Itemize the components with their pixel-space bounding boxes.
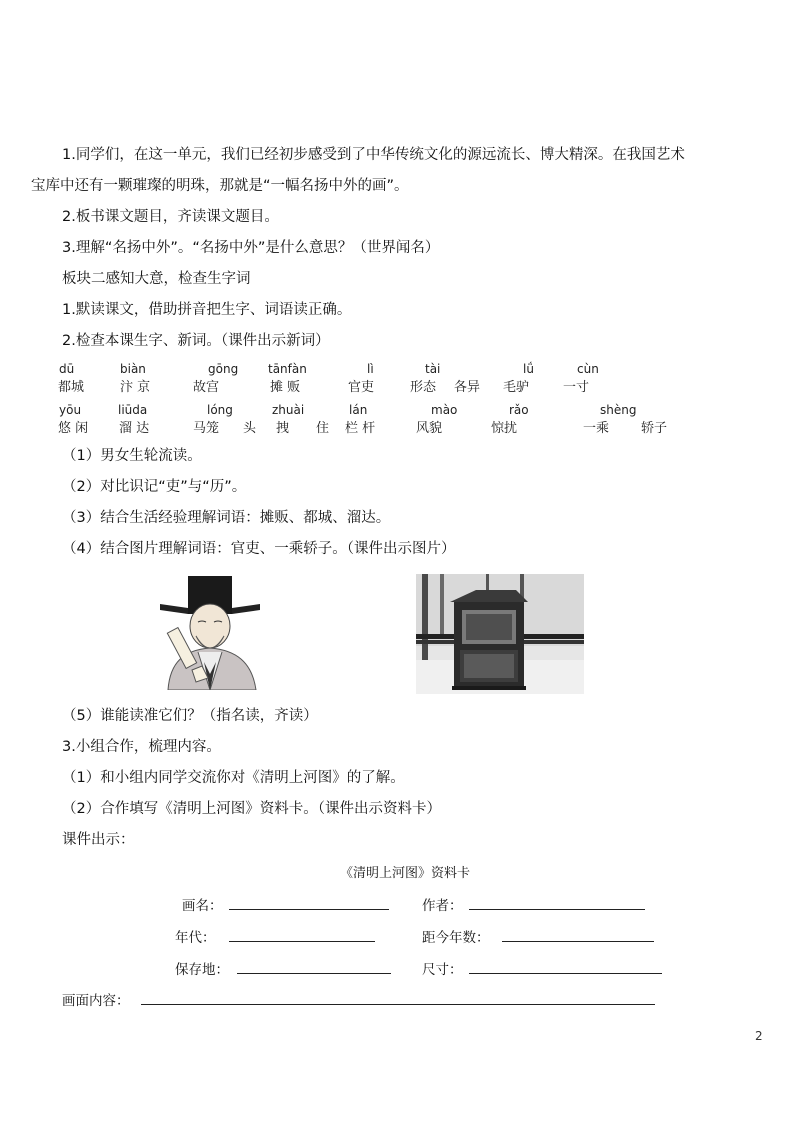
years-label: 距今年数： xyxy=(422,930,490,946)
pinyin: shèng xyxy=(600,403,637,417)
place-label: 保存地： xyxy=(175,962,229,978)
vocab-word: 惊扰 xyxy=(491,421,518,436)
courseware-label: 课件出示： xyxy=(62,832,135,848)
pinyin: lán xyxy=(349,403,368,417)
section-heading: 板块二感知大意，检查生字词 xyxy=(62,271,251,287)
vocab-word: 官吏 xyxy=(348,380,375,395)
place-blank[interactable] xyxy=(237,973,391,974)
vocab-word: 汴 京 xyxy=(120,380,151,395)
page-number: 2 xyxy=(755,1029,763,1043)
era-blank[interactable] xyxy=(229,941,375,942)
name-label: 画名： xyxy=(182,898,223,914)
pinyin: yōu xyxy=(59,403,82,417)
official-portrait-image xyxy=(158,570,262,690)
paragraph-1-line-2: 宝库中还有一颗璀璨的明珠，那就是“一幅名扬中外的画”。 xyxy=(31,178,409,194)
vocab-word: 形态 xyxy=(410,380,437,395)
vocab-word: 轿子 xyxy=(641,421,668,436)
content-blank[interactable] xyxy=(141,1004,655,1005)
name-blank[interactable] xyxy=(229,909,389,910)
pinyin: tānfàn xyxy=(268,362,307,376)
step-1: 1.默读课文，借助拼音把生字、词语读正确。 xyxy=(62,302,352,318)
author-label: 作者： xyxy=(422,898,463,914)
pinyin: zhuài xyxy=(272,403,305,417)
sedan-chair-image xyxy=(416,574,584,694)
pinyin: lǘ xyxy=(523,362,534,376)
pinyin: liūda xyxy=(118,403,148,417)
card-title: 《清明上河图》资料卡 xyxy=(340,866,471,881)
era-label: 年代： xyxy=(175,930,216,946)
vocab-word: 摊 贩 xyxy=(270,380,301,395)
vocab-word: 一乘 xyxy=(583,421,610,436)
vocab-word: 故宫 xyxy=(193,380,220,395)
vocab-word: 头 xyxy=(243,421,257,436)
vocab-word: 溜 达 xyxy=(119,421,150,436)
vocab-word: 马笼 xyxy=(193,421,220,436)
vocab-word: 风貌 xyxy=(416,421,443,436)
step-3: 3.小组合作，梳理内容。 xyxy=(62,739,221,755)
pinyin: rǎo xyxy=(509,403,529,417)
vocab-word: 栏 杆 xyxy=(345,421,376,436)
question-2: （2）对比识记“吏”与“历”。 xyxy=(62,479,247,495)
question-5: （5）谁能读准它们？（指名读，齐读） xyxy=(62,708,318,724)
size-blank[interactable] xyxy=(469,973,662,974)
pinyin: gōng xyxy=(208,362,239,376)
size-label: 尺寸： xyxy=(422,962,463,978)
pinyin: lì xyxy=(367,362,374,376)
vocab-word: 各异 xyxy=(454,380,481,395)
years-blank[interactable] xyxy=(502,941,654,942)
question-4: （4）结合图片理解词语：官吏、一乘轿子。（课件出示图片） xyxy=(62,541,456,557)
vocab-word: 毛驴 xyxy=(503,380,530,395)
pinyin: cùn xyxy=(577,362,599,376)
pinyin: dū xyxy=(59,362,75,376)
content-label: 画面内容： xyxy=(62,993,130,1009)
paragraph-3: 3.理解“名扬中外”。“名扬中外”是什么意思？（世界闻名） xyxy=(62,240,440,256)
group-task-2: （2）合作填写《清明上河图》资料卡。（课件出示资料卡） xyxy=(62,801,441,817)
question-3: （3）结合生活经验理解词语：摊贩、都城、溜达。 xyxy=(62,510,391,526)
pinyin: mào xyxy=(431,403,458,417)
vocab-word: 拽 xyxy=(276,421,290,436)
group-task-1: （1）和小组内同学交流你对《清明上河图》的了解。 xyxy=(62,770,405,786)
step-2: 2.检查本课生字、新词。（课件出示新词） xyxy=(62,333,330,349)
vocab-word: 住 xyxy=(316,421,330,436)
vocab-word: 一寸 xyxy=(563,380,590,395)
vocab-word: 都城 xyxy=(58,380,85,395)
paragraph-1-line-1: 1.同学们，在这一单元，我们已经初步感受到了中华传统文化的源远流长、博大精深。在我国艺术 xyxy=(62,147,685,163)
paragraph-2: 2.板书课文题目，齐读课文题目。 xyxy=(62,209,279,225)
vocab-word: 悠 闲 xyxy=(58,421,89,436)
author-blank[interactable] xyxy=(469,909,645,910)
question-1: （1）男女生轮流读。 xyxy=(62,448,202,464)
pinyin: tài xyxy=(425,362,441,376)
pinyin: lóng xyxy=(207,403,233,417)
pinyin: biàn xyxy=(120,362,146,376)
